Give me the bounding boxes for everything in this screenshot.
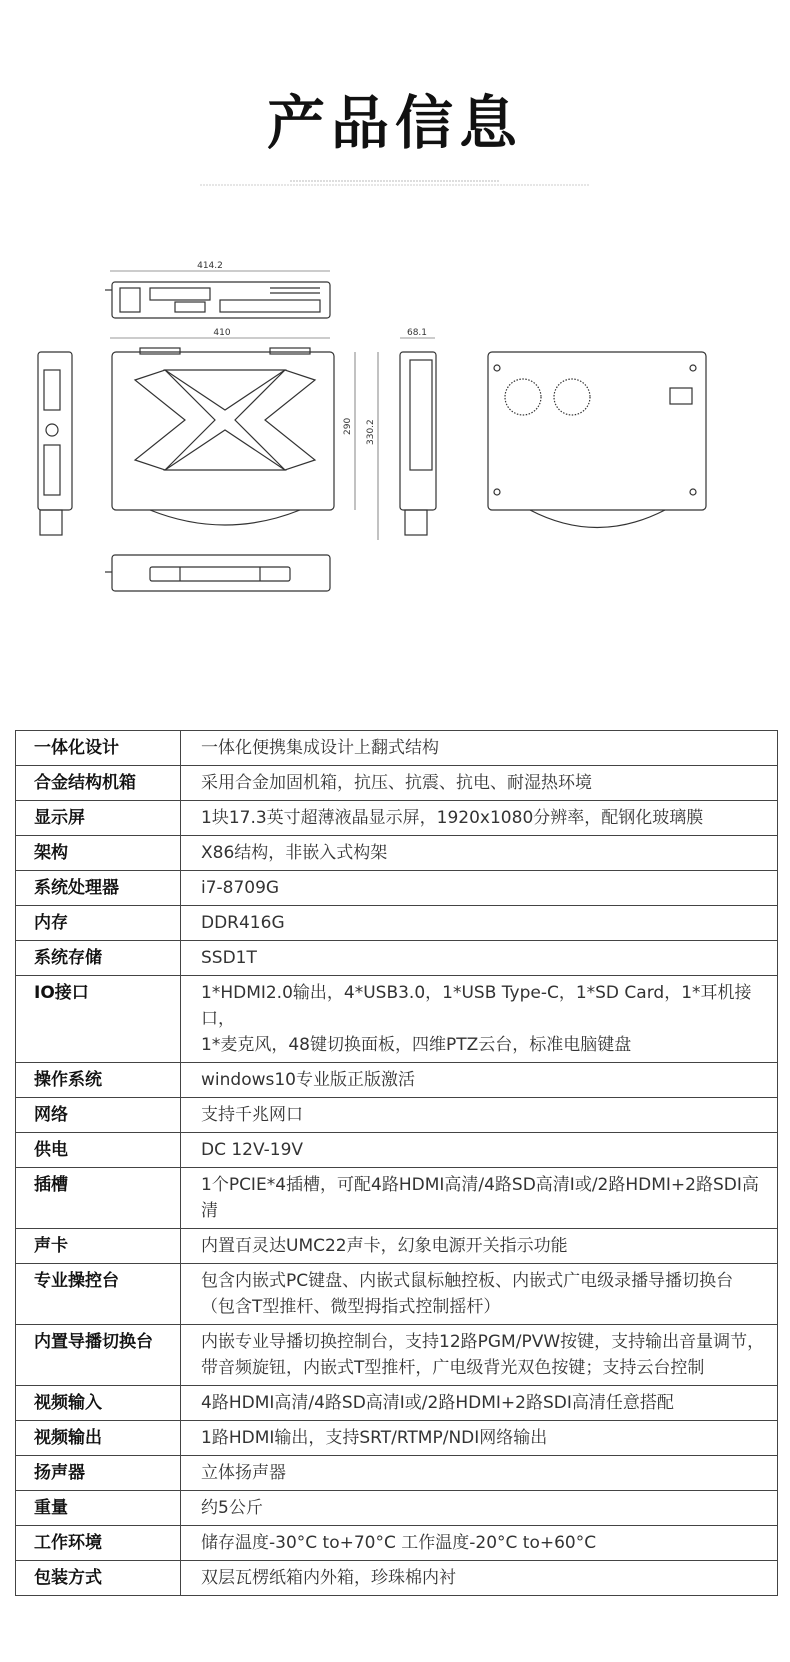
- spec-row: [16, 801, 778, 836]
- spec-key: 声卡: [16, 1229, 181, 1264]
- spec-value-line: 内嵌专业导播切换控制台，支持12路PGM/PVW按键，支持输出音量调节，: [201, 1332, 765, 1352]
- spec-value: [181, 941, 778, 976]
- spec-row: [16, 731, 778, 766]
- spec-row: [16, 1421, 778, 1456]
- spec-value: [181, 1526, 778, 1561]
- spec-key: 视频输入: [16, 1386, 181, 1421]
- spec-value: [181, 1386, 778, 1421]
- spec-key: IO接口: [16, 976, 181, 1063]
- spec-value: [181, 836, 778, 871]
- dim-depth: 68.1: [406, 328, 428, 338]
- dim-overall-height: 330.2: [366, 419, 376, 445]
- spec-value: [181, 801, 778, 836]
- spec-value-line: 带音频旋钮，内嵌式T型推杆，广电级背光双色按键；支持云台控制: [201, 1358, 705, 1378]
- spec-value: [181, 1229, 778, 1264]
- left-side-view: [38, 352, 72, 535]
- spec-key: 包装方式: [16, 1561, 181, 1596]
- spec-key: 一体化设计: [16, 731, 181, 766]
- spec-row: [16, 1456, 778, 1491]
- spec-value-line: DDR416G: [201, 913, 285, 933]
- spec-value-line: 一体化便携集成设计上翻式结构: [201, 738, 439, 758]
- spec-value: [181, 731, 778, 766]
- spec-row: [16, 1264, 778, 1325]
- spec-row: [16, 1561, 778, 1596]
- spec-table: [15, 730, 778, 1596]
- spec-key: 专业操控台: [16, 1264, 181, 1325]
- dim-front-width: 410: [213, 328, 231, 338]
- spec-key: 架构: [16, 836, 181, 871]
- spec-value-line: 4路HDMI高清/4路SD高清I或/2路HDMI+2路SDI高清任意搭配: [201, 1393, 674, 1413]
- spec-key: 供电: [16, 1133, 181, 1168]
- spec-value-line: 1个PCIE*4插槽，可配4路HDMI高清/4路SD高清I或/2路HDMI+2路SDI高清: [201, 1175, 759, 1221]
- spec-row: [16, 836, 778, 871]
- spec-value-line: （包含T型推杆、微型拇指式控制摇杆）: [201, 1297, 501, 1317]
- bottom-view: [105, 555, 330, 591]
- front-view: [110, 338, 378, 540]
- spec-value-line: 采用合金加固机箱，抗压、抗震、抗电、耐湿热环境: [201, 773, 592, 793]
- spec-row: [16, 1098, 778, 1133]
- spec-value: [181, 1491, 778, 1526]
- spec-value-line: 储存温度-30°C to+70°C 工作温度-20°C to+60°C: [201, 1533, 597, 1553]
- spec-row: [16, 1386, 778, 1421]
- top-side-view: [105, 271, 330, 318]
- spec-value-line: 约5公斤: [201, 1498, 263, 1518]
- dim-height: 290: [343, 417, 353, 435]
- spec-row: [16, 1229, 778, 1264]
- spec-value-line: 1块17.3英寸超薄液晶显示屏，1920x1080分辨率，配钢化玻璃膜: [201, 808, 704, 828]
- spec-value: [181, 1456, 778, 1491]
- dim-top-width: 414.2: [197, 261, 223, 271]
- spec-row: [16, 1133, 778, 1168]
- spec-value-line: 双层瓦楞纸箱内外箱，珍珠棉内衬: [201, 1568, 456, 1588]
- spec-row: [16, 1168, 778, 1229]
- technical-drawing: [0, 260, 790, 650]
- spec-value: [181, 976, 778, 1063]
- title-underline: [200, 178, 590, 188]
- spec-key: 扬声器: [16, 1456, 181, 1491]
- spec-key: 显示屏: [16, 801, 181, 836]
- spec-key: 网络: [16, 1098, 181, 1133]
- spec-value: [181, 1133, 778, 1168]
- spec-row: [16, 871, 778, 906]
- spec-key: 插槽: [16, 1168, 181, 1229]
- spec-value-line: windows10专业版正版激活: [201, 1070, 415, 1090]
- spec-row: [16, 1491, 778, 1526]
- spec-row: [16, 1063, 778, 1098]
- spec-row: [16, 1325, 778, 1386]
- spec-value: [181, 906, 778, 941]
- spec-value-line: 1*麦克风，48键切换面板，四维PTZ云台，标准电脑键盘: [201, 1035, 632, 1055]
- spec-key: 合金结构机箱: [16, 766, 181, 801]
- spec-value: [181, 1098, 778, 1133]
- spec-value: [181, 1561, 778, 1596]
- spec-value: [181, 1063, 778, 1098]
- spec-value-line: 1路HDMI输出，支持SRT/RTMP/NDI网络输出: [201, 1428, 548, 1448]
- spec-key: 系统存储: [16, 941, 181, 976]
- spec-value-line: i7-8709G: [201, 878, 280, 898]
- spec-value: [181, 871, 778, 906]
- spec-row: [16, 1526, 778, 1561]
- spec-key: 内置导播切换台: [16, 1325, 181, 1386]
- spec-key: 工作环境: [16, 1526, 181, 1561]
- spec-value: [181, 1325, 778, 1386]
- spec-value-line: 支持千兆网口: [201, 1105, 303, 1125]
- spec-value-line: 内置百灵达UMC22声卡，幻象电源开关指示功能: [201, 1236, 568, 1256]
- spec-value: [181, 1168, 778, 1229]
- back-view: [488, 352, 706, 528]
- spec-key: 操作系统: [16, 1063, 181, 1098]
- spec-value-line: 立体扬声器: [201, 1463, 286, 1483]
- spec-row: [16, 906, 778, 941]
- spec-value: [181, 1264, 778, 1325]
- spec-value-line: X86结构，非嵌入式构架: [201, 843, 388, 863]
- spec-key: 视频输出: [16, 1421, 181, 1456]
- spec-row: [16, 766, 778, 801]
- spec-key: 重量: [16, 1491, 181, 1526]
- spec-row: [16, 976, 778, 1063]
- spec-key: 内存: [16, 906, 181, 941]
- right-side-view: [400, 338, 436, 535]
- spec-key: 系统处理器: [16, 871, 181, 906]
- spec-value: [181, 1421, 778, 1456]
- page-title: 产品信息: [266, 89, 523, 157]
- spec-value-line: DC 12V-19V: [201, 1140, 304, 1160]
- spec-value-line: 1*HDMI2.0输出，4*USB3.0，1*USB Type-C，1*SD Card，1*耳机接口，: [201, 983, 752, 1029]
- spec-value-line: 包含内嵌式PC键盘、内嵌式鼠标触控板、内嵌式广电级录播导播切换台: [201, 1271, 734, 1291]
- spec-value-line: SSD1T: [201, 948, 257, 968]
- spec-row: [16, 941, 778, 976]
- spec-value: [181, 766, 778, 801]
